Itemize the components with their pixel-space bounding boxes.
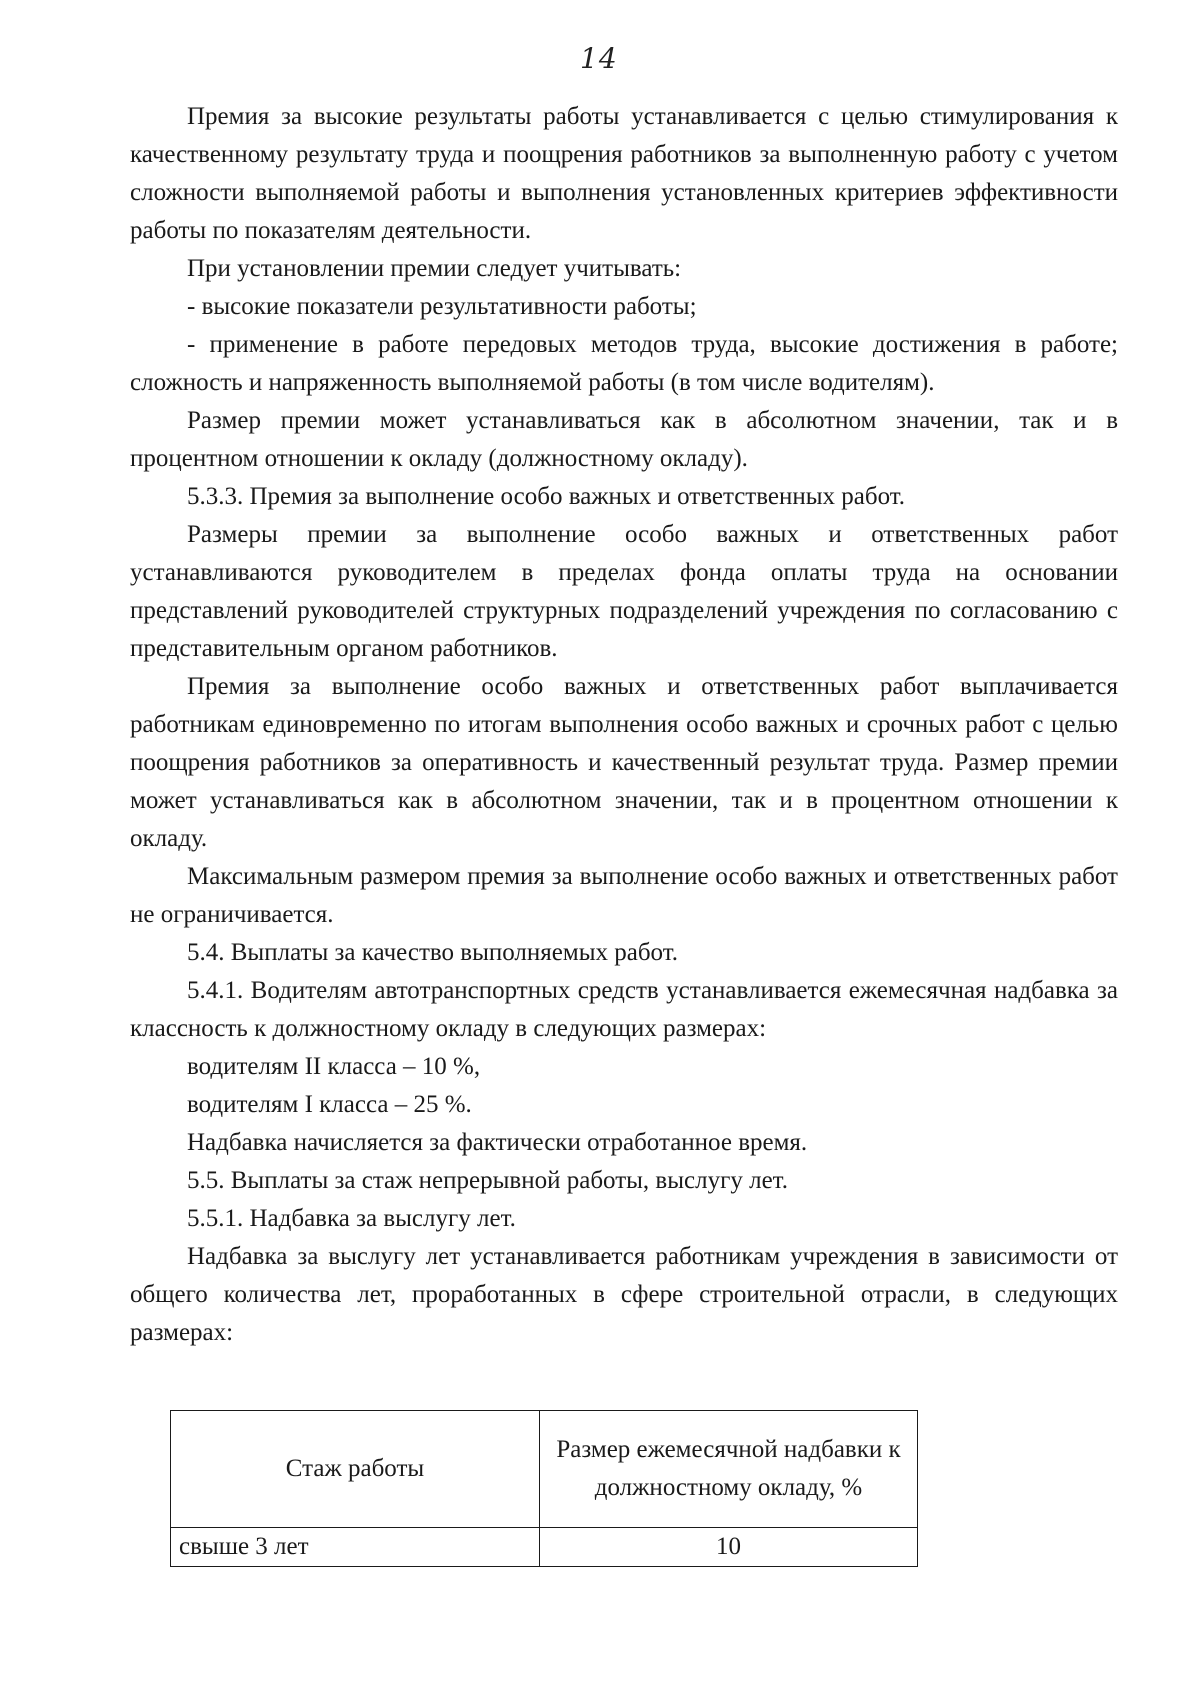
paragraph: Надбавка начисляется за фактически отработанное время.	[187, 1129, 808, 1156]
seniority-table	[170, 1410, 918, 1567]
paragraph: Максимальным размером премия за выполнение особо важных и ответственных работ не ограничивается.	[130, 863, 1118, 928]
list-item: водителям II класса – 10 %,	[187, 1053, 481, 1080]
list-item: водителям I класса – 25 %.	[187, 1091, 472, 1118]
section-heading: 5.4. Выплаты за качество выполняемых работ.	[187, 939, 679, 966]
list-item: - применение в работе передовых методов труда, высокие достижения в работе; сложность и напряженность выполняемой работы (в том числе водителям).	[130, 331, 1118, 396]
paragraph: Премия за высокие результаты работы устанавливается с целью стимулирования к качественному результату труда и поощрения работников за выполненную работу с учетом сложности выполняемой работы и выполнения установленных критериев эффективности работы по показателям деятельности.	[130, 103, 1118, 244]
table-header-cell: Стаж работы	[171, 1411, 540, 1528]
section-heading: 5.5. Выплаты за стаж непрерывной работы, выслугу лет.	[187, 1167, 788, 1194]
paragraph: Премия за выполнение особо важных и ответственных работ выплачивается работникам единовременно по итогам выполнения особо важных и срочных работ с целью поощрения работников за оперативность и качественный результат труда. Размер премии может устанавливаться как в абсолютном значении, так и в процентном отношении к окладу.	[130, 673, 1118, 852]
table-row	[171, 1528, 918, 1567]
table-cell: 10	[540, 1528, 918, 1567]
paragraph: При установлении премии следует учитывать:	[187, 255, 682, 282]
paragraph: 5.4.1. Водителям автотранспортных средств устанавливается ежемесячная надбавка за классность к должностному окладу в следующих размерах:	[130, 977, 1118, 1042]
page-number: 14	[580, 42, 618, 75]
paragraph: Надбавка за выслугу лет устанавливается работникам учреждения в зависимости от общего количества лет, проработанных в сфере строительной отрасли, в следующих размерах:	[130, 1243, 1118, 1346]
document-body	[130, 98, 1118, 1352]
section-heading: 5.5.1. Надбавка за выслугу лет.	[187, 1205, 516, 1232]
table-header-row	[171, 1411, 918, 1528]
section-heading: 5.3.3. Премия за выполнение особо важных и ответственных работ.	[187, 483, 906, 510]
table-cell: свыше 3 лет	[171, 1528, 540, 1567]
paragraph: Размеры премии за выполнение особо важных и ответственных работ устанавливаются руководителем в пределах фонда оплаты труда на основании представлений руководителей структурных подразделений учреждения по согласованию с представительным органом работников.	[130, 521, 1118, 662]
paragraph: Размер премии может устанавливаться как в абсолютном значении, так и в процентном отношении к окладу (должностному окладу).	[130, 407, 1118, 472]
list-item: - высокие показатели результативности работы;	[187, 293, 697, 320]
table-header-cell: Размер ежемесячной надбавки к должностному окладу, %	[540, 1411, 918, 1528]
